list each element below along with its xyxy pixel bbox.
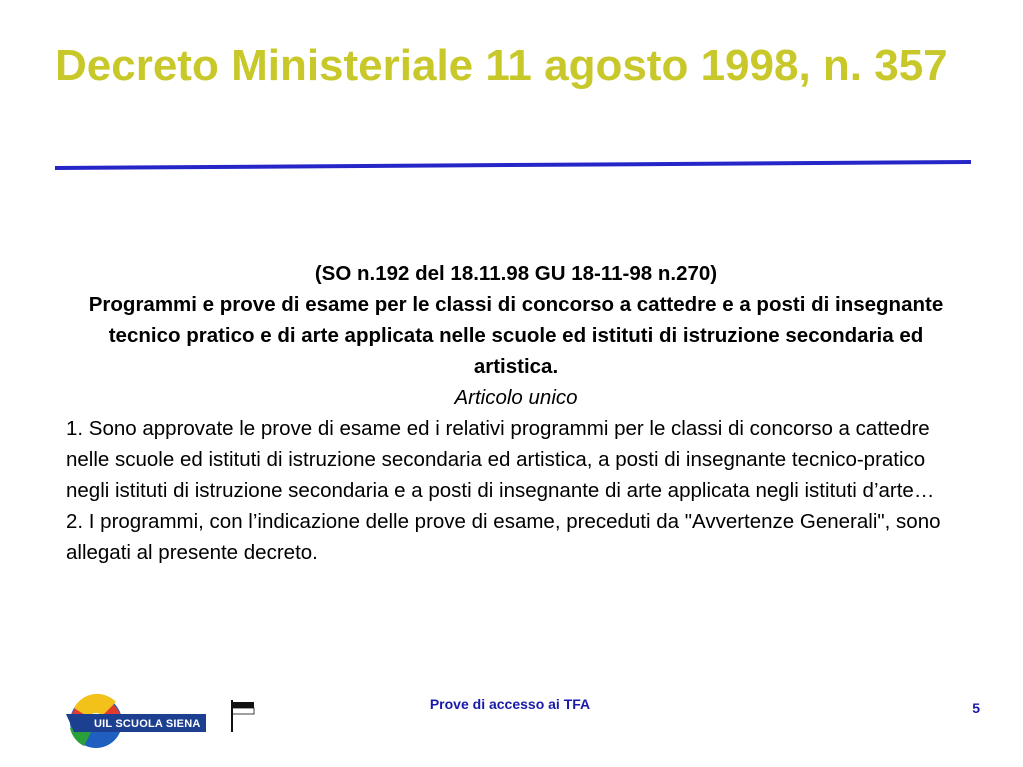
paragraph-2: 2. I programmi, con l’indicazione delle prove di esame, preceduti da "Avvertenze Generali", sono allegati al presente decreto. [66, 510, 941, 564]
article-label: Articolo unico [454, 386, 578, 409]
footer-title: Prove di accesso ai TFA [429, 696, 591, 712]
slide-title: Decreto Ministeriale 11 agosto 1998, n. 357 [55, 41, 948, 90]
logo-text: UIL SCUOLA SIENA [94, 718, 201, 730]
slide-body [66, 258, 966, 568]
decree-heading: Programmi e prove di esame per le classi di concorso a cattedre e a posti di insegnante tecnico pratico e di arte applicata nelle scuole ed istituti di istruzione secondaria ed artistica. [88, 293, 944, 378]
title-divider [55, 160, 971, 170]
page-number: 5 [972, 700, 980, 716]
paragraph-1: 1. Sono approvate le prove di esame ed i relativi programmi per le classi di concorso a cattedre nelle scuole ed istituti di istruzione secondaria ed artistica, a posti di insegnante tecnico-pratico negli istituti di istruzione secondaria e a posti di insegnante di arte applicata negli istituti d’arte… [66, 417, 935, 502]
gazette-reference: (SO n.192 del 18.11.98 GU 18-11-98 n.270) [314, 262, 718, 285]
